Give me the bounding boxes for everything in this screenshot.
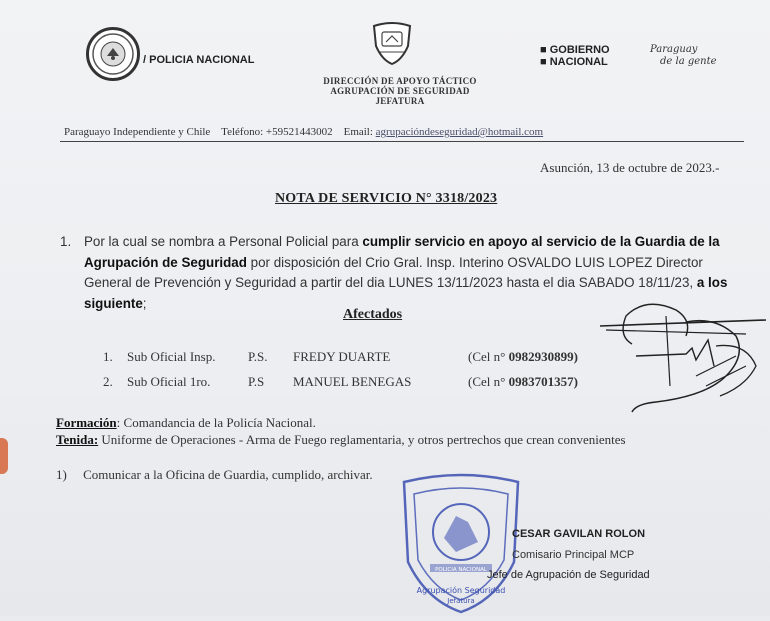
row-cel (468, 349, 578, 365)
cel-number: 0983701357) (508, 374, 578, 389)
tenida-label: Tenida: (56, 432, 99, 447)
phone: Teléfono: +59521443002 (221, 126, 333, 138)
row-number: 1. (103, 349, 113, 364)
paragraph-number: 1. (60, 234, 72, 249)
signer-role: Jefe de Agrupación de Seguridad (487, 569, 650, 581)
paragraph-text-2: por disposición del Crio Gral. Insp. Interino OSVALDO LUIS LOPEZ Director General de Prevención y Seguridad a partir del dia LUNES 13/11/2023 hasta el dia SABADO 18/11/23, (84, 254, 703, 290)
row-cel (468, 374, 578, 390)
contact-line (64, 126, 543, 138)
direction-line1: DIRECCIÓN DE APOYO TÁCTICO (323, 76, 477, 86)
cel-number: 0982930899) (508, 349, 578, 364)
seal-line3: Jefatura (447, 597, 475, 605)
email-label: Email: (343, 126, 373, 138)
personnel-row (103, 374, 623, 392)
seal-line2: Agrupación Seguridad (416, 586, 506, 595)
police-label: / POLICIA NACIONAL (143, 54, 255, 66)
slogan-line1: Paraguay (650, 44, 698, 55)
police-badge-icon (368, 22, 416, 71)
gobierno-line1: GOBIERNO (549, 44, 610, 56)
row-name: MANUEL BENEGAS (293, 374, 412, 389)
seal-stamp-icon (396, 472, 526, 621)
police-emblem-icon (86, 27, 140, 81)
gobierno-line2: NACIONAL (549, 56, 608, 68)
row-number: 2. (103, 374, 113, 389)
signer-rank: Comisario Principal MCP (512, 549, 635, 561)
cel-label: (Cel n° (468, 374, 506, 389)
slogan-logo (650, 44, 717, 68)
header-divider (60, 141, 744, 142)
direction-line2: AGRUPACIÓN DE SEGURIDAD (330, 86, 470, 96)
paragraph-bold-1: cumplir servicio en apoyo al servicio de la Guardia de la Agrupación de Seguridad (84, 234, 720, 270)
row-rank: Sub Oficial 1ro. (127, 374, 211, 389)
comunicar-line (56, 467, 373, 483)
direction-line3: JEFATURA (375, 96, 425, 106)
paragraph-text-1: Por la cual se nombra a Personal Policial para (84, 234, 363, 249)
formacion-label: Formación (56, 415, 117, 430)
afectados-heading: Afectados (343, 307, 403, 322)
handwritten-signature-icon (596, 296, 770, 425)
row-ps: P.S (248, 374, 265, 389)
direction-heading (300, 76, 500, 106)
comunicar-text: Comunicar a la Oficina de Guardia, cumplido, archivar. (83, 467, 373, 482)
email-link[interactable]: agrupacióndeseguridad@hotmail.com (375, 126, 544, 138)
gobierno-nacional-logo: ■ GOBIERNO ■ NACIONAL (540, 44, 610, 68)
address: Paraguayo Independiente y Chile (64, 126, 211, 138)
row-name: FREDY DUARTE (293, 349, 391, 364)
signer-name: CESAR GAVILAN ROLON (512, 528, 646, 540)
cel-label: (Cel n° (468, 349, 506, 364)
personnel-row (103, 349, 623, 367)
slogan-line2: de la gente (660, 56, 717, 67)
document-title: NOTA DE SERVICIO N° 3318/2023 (275, 191, 498, 206)
row-rank: Sub Oficial Insp. (127, 349, 216, 364)
paragraph-bold-2: a los siguiente (84, 275, 728, 311)
row-ps: P.S. (248, 349, 268, 364)
tenida-text: Uniforme de Operaciones - Arma de Fuego reglamentaria, y otros pertrechos que crean convenientes (98, 432, 626, 447)
seal-line1: POLICIA NACIONAL (435, 567, 487, 573)
paragraph-text-3: ; (142, 295, 147, 311)
edge-mark (0, 438, 8, 474)
document-date: Asunción, 13 de octubre de 2023.- (540, 160, 720, 175)
formation-block (56, 414, 626, 448)
formacion-text: : Comandancia de la Policía Nacional. (116, 415, 316, 430)
comunicar-number: 1) (56, 467, 67, 482)
